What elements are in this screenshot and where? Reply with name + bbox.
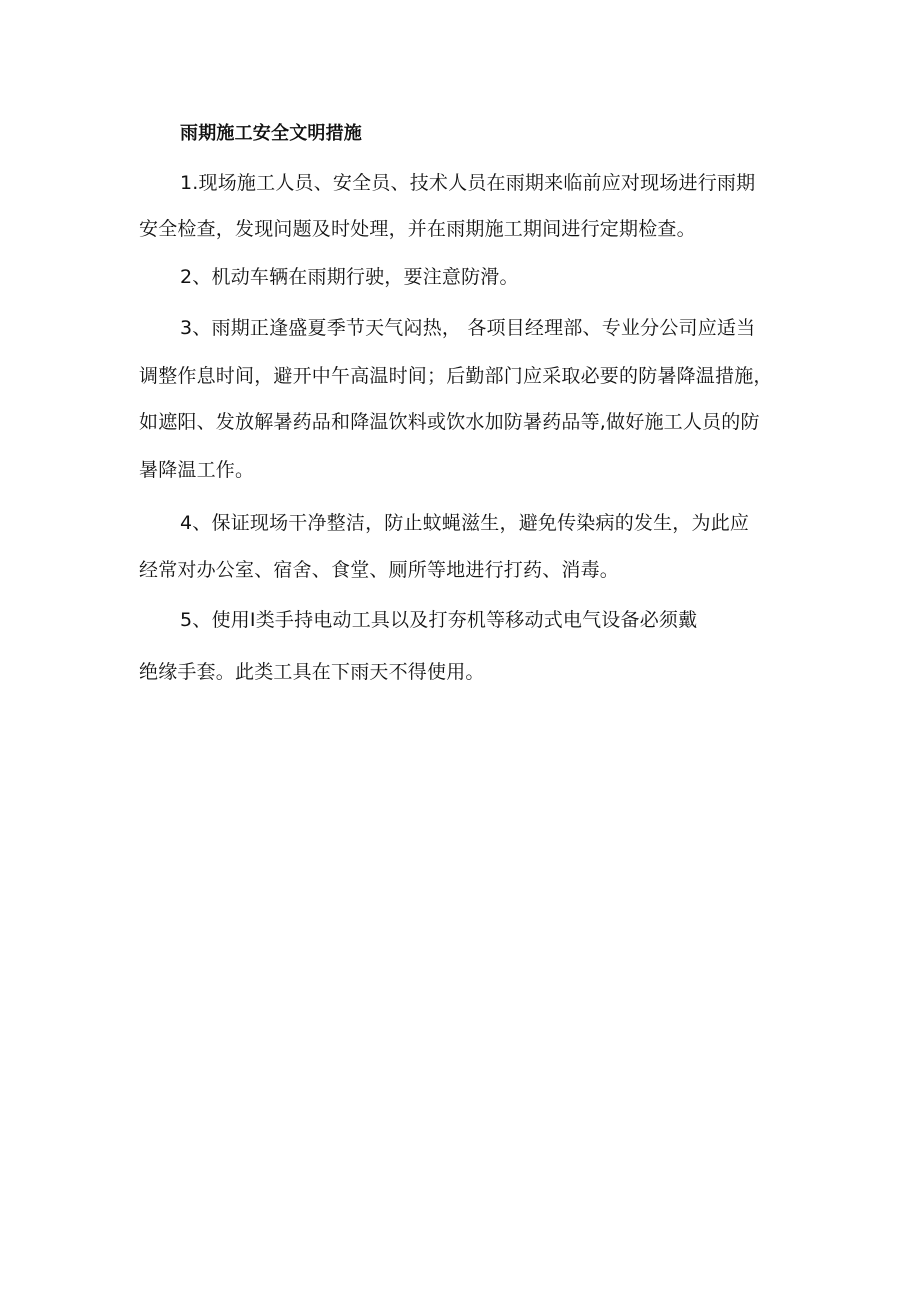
paragraph-line: 安全检查，发现问题及时处理，并在雨期施工期间进行定期检查。	[139, 218, 696, 240]
paragraph-line: 5、使用Ⅰ类手持电动工具以及打夯机等移动式电气设备必须戴	[180, 609, 698, 631]
document-title: 雨期施工安全文明措施	[180, 123, 362, 144]
paragraph-line: 暑降温工作。	[139, 459, 255, 481]
paragraph-line: 3、雨期正逢盛夏季节天气闷热， 各项目经理部、专业分公司应适当	[180, 317, 756, 339]
paragraph-line: 1.现场施工人员、安全员、技术人员在雨期来临前应对现场进行雨期	[180, 172, 756, 194]
paragraph-line: 绝缘手套。此类工具在下雨天不得使用。	[139, 661, 485, 683]
paragraph-line: 如遮阳、发放解暑药品和降温饮料或饮水加防暑药品等,做好施工人员的防	[139, 411, 760, 433]
paragraph-line: 调整作息时间，避开中午高温时间；后勤部门应采取必要的防暑降温措施，	[139, 365, 773, 387]
paragraph-line: 2、机动车辆在雨期行驶，要注意防滑。	[180, 266, 519, 288]
paragraph-line: 经常对办公室、宿舍、食堂、厕所等地进行打药、消毒。	[139, 559, 620, 581]
paragraph-line: 4、保证现场干净整洁，防止蚊蝇滋生，避免传染病的发生，为此应	[180, 512, 750, 534]
